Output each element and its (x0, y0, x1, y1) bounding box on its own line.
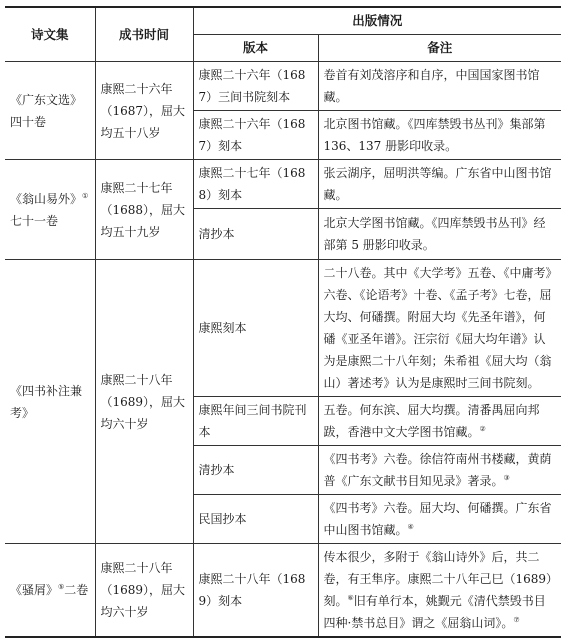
edition-cell: 康熙年间三间书院刊本 (193, 397, 318, 446)
edition-cell: 康熙刻本 (193, 260, 318, 397)
footnote-mark: ③ (503, 474, 510, 482)
edition-cell: 清抄本 (193, 209, 318, 260)
note-cell: 卷首有刘茂溶序和自序，中国国家图书馆藏。 (318, 62, 561, 111)
footnote-mark: ① (82, 191, 89, 200)
note-text: 《四书考》六卷。徐信符南州书楼藏，黄荫普《广东文献书目知见录》著录。 (323, 452, 552, 488)
work-date: 康熙二十七年（1688），屈大均五十九岁 (95, 160, 193, 260)
table-row (5, 62, 561, 111)
table-row (5, 260, 561, 397)
edition-cell: 民国抄本 (193, 495, 318, 544)
edition-cell: 清抄本 (193, 446, 318, 495)
note-text: 传本很少，多附于《翁山诗外》后，共二卷，有王隼序。康熙二十八年己巳（1689）刻。 (323, 550, 553, 608)
work-title (5, 160, 95, 260)
note-text: 《四书考》六卷。屈大均、何磻撰。广东省中山图书馆藏。 (323, 501, 552, 537)
work-title: 《四书补注兼考》 (5, 260, 95, 544)
note-cell: 北京大学图书馆藏。《四库禁毁书丛刊》经部第 5 册影印收录。 (318, 209, 561, 260)
header-publication: 出版情况 (193, 7, 561, 35)
header-row-1 (5, 7, 561, 35)
note-cell (318, 544, 561, 638)
work-title-tail: 二卷 (64, 583, 89, 597)
note-text: 五卷。何东滨、屈大均撰。清番禺屈向邦跋，香港中文大学图书馆藏。 (323, 403, 540, 439)
work-title (5, 544, 95, 638)
footnote-mark: ⑥ (347, 594, 354, 602)
work-title: 《广东文选》四十卷 (5, 62, 95, 160)
work-title-main: 《骚屑》 (10, 583, 59, 597)
footnote-mark: ④ (407, 523, 414, 531)
edition-cell: 康熙二十六年（1687）三间书院刻本 (193, 62, 318, 111)
table-row (5, 160, 561, 209)
work-date: 康熙二十八年（1689），屈大均六十岁 (95, 260, 193, 544)
edition-cell: 康熙二十六年（1687）刻本 (193, 111, 318, 160)
header-date: 成书时间 (95, 7, 193, 62)
note-text-tail: 旧有单行本，姚觐元《清代禁毁书目四种·禁书总目》谓之《屈翁山词》。 (323, 594, 546, 630)
table-row (5, 544, 561, 638)
note-cell: 张云湖序，屈明洪等编。广东省中山图书馆藏。 (318, 160, 561, 209)
work-date: 康熙二十六年（1687），屈大均五十八岁 (95, 62, 193, 160)
header-collection: 诗文集 (5, 7, 95, 62)
publication-table-container (5, 6, 561, 638)
work-title-main: 《翁山易外》 (10, 191, 83, 206)
work-date: 康熙二十八年（1689），屈大均六十岁 (95, 544, 193, 638)
footnote-mark: ⑤ (58, 583, 65, 591)
header-edition: 版本 (193, 35, 318, 62)
note-cell (318, 397, 561, 446)
publication-table (5, 6, 561, 638)
note-cell: 二十八卷。其中《大学考》五卷、《中庸考》六卷、《论语考》十卷、《孟子考》七卷，屈大均、何磻撰。附屈大均《先圣年谱》，何磻《亚圣年谱》。汪宗衍《屈大均年谱》认为是康熙二十八年刻；朱希祖《屈大均（翁山）著述考》认为是康熙时三间书院刻。 (318, 260, 561, 397)
note-cell: 北京图书馆藏。《四库禁毁书丛刊》集部第 136、137 册影印收录。 (318, 111, 561, 160)
footnote-mark: ② (479, 425, 486, 433)
edition-cell: 康熙二十八年（1689）刻本 (193, 544, 318, 638)
note-cell (318, 495, 561, 544)
edition-cell: 康熙二十七年（1688）刻本 (193, 160, 318, 209)
work-title-tail: 七十一卷 (10, 213, 59, 228)
footnote-mark: ⑦ (513, 616, 520, 624)
header-notes: 备注 (318, 35, 561, 62)
note-cell (318, 446, 561, 495)
